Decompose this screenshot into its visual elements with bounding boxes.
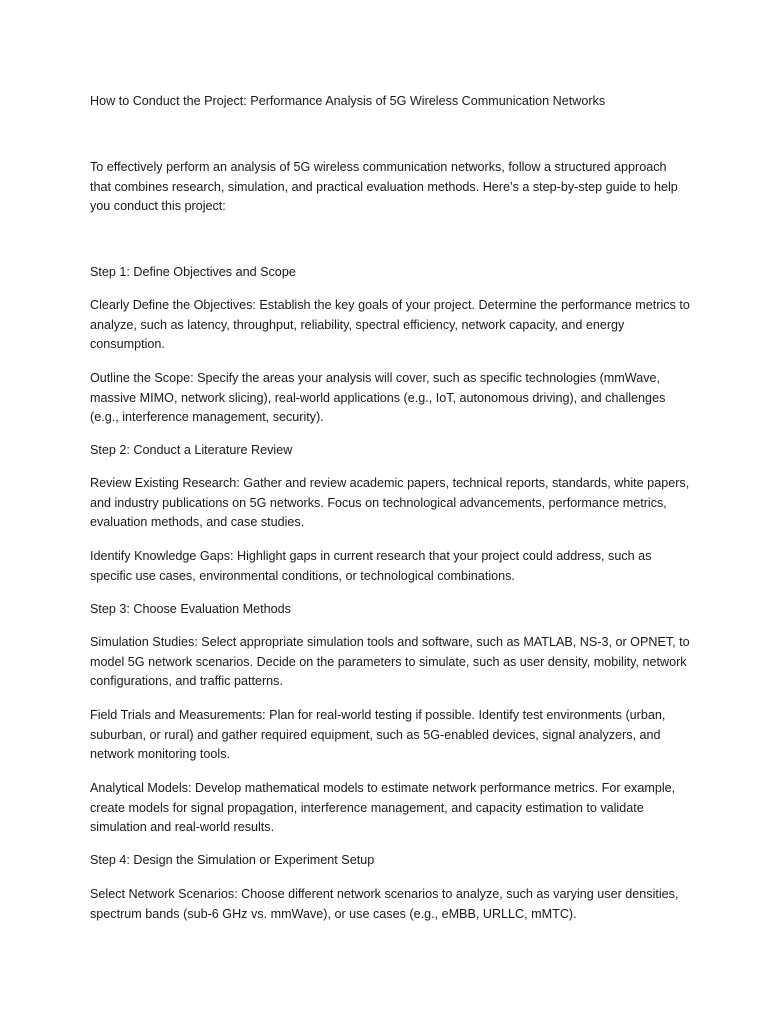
step-3-simulation-paragraph: Simulation Studies: Select appropriate simulation tools and software, such as MATLAB, NS-3, or OPNET, to model 5G network scenarios. Decide on the parameters to simulate, such as user density, mobility, network configurations, and traffic patterns. [90, 635, 690, 689]
step-4-scenarios-paragraph: Select Network Scenarios: Choose different network scenarios to analyze, such as varying user densities, spectrum bands (sub-6 GHz vs. mmWave), or use cases (e.g., eMBB, URLLC, mMTC). [90, 887, 679, 921]
step-4-heading: Step 4: Design the Simulation or Experiment Setup [90, 853, 375, 867]
intro-paragraph: To effectively perform an analysis of 5G wireless communication networks, follow a structured approach that combines research, simulation, and practical evaluation methods. Here’s a step-by-step guide to help you conduct this project: [90, 160, 678, 214]
step-1-objectives-paragraph: Clearly Define the Objectives: Establish the key goals of your project. Determine the performance metrics to analyze, such as latency, throughput, reliability, spectral efficiency, network capacity, and energy consumption. [90, 298, 690, 352]
step-2-review-paragraph: Review Existing Research: Gather and review academic papers, technical reports, standards, white papers, and industry publications on 5G networks. Focus on technological advancements, performance metrics, evaluation methods, and case studies. [90, 476, 690, 530]
step-3-heading: Step 3: Choose Evaluation Methods [90, 602, 291, 616]
step-2-gaps-paragraph: Identify Knowledge Gaps: Highlight gaps in current research that your project could address, such as specific use cases, environmental conditions, or technological combinations. [90, 549, 652, 583]
document-title: How to Conduct the Project: Performance Analysis of 5G Wireless Communication Networks [90, 94, 606, 108]
step-1-heading: Step 1: Define Objectives and Scope [90, 265, 296, 279]
step-3-analytical-paragraph: Analytical Models: Develop mathematical models to estimate network performance metrics. For example, create models for signal propagation, interference management, and capacity estimation to validate simulation and real-world results. [90, 781, 676, 835]
step-1-scope-paragraph: Outline the Scope: Specify the areas your analysis will cover, such as specific technologies (mmWave, massive MIMO, network slicing), real-world applications (e.g., IoT, autonomous driving), and challenges (e.g., interference management, security). [90, 371, 666, 425]
step-3-field-trials-paragraph: Field Trials and Measurements: Plan for real-world testing if possible. Identify test environments (urban, suburban, or rural) and gather required equipment, such as 5G-enabled devices, signal analyzers, and network monitoring tools. [90, 708, 666, 762]
step-2-heading: Step 2: Conduct a Literature Review [90, 443, 293, 457]
